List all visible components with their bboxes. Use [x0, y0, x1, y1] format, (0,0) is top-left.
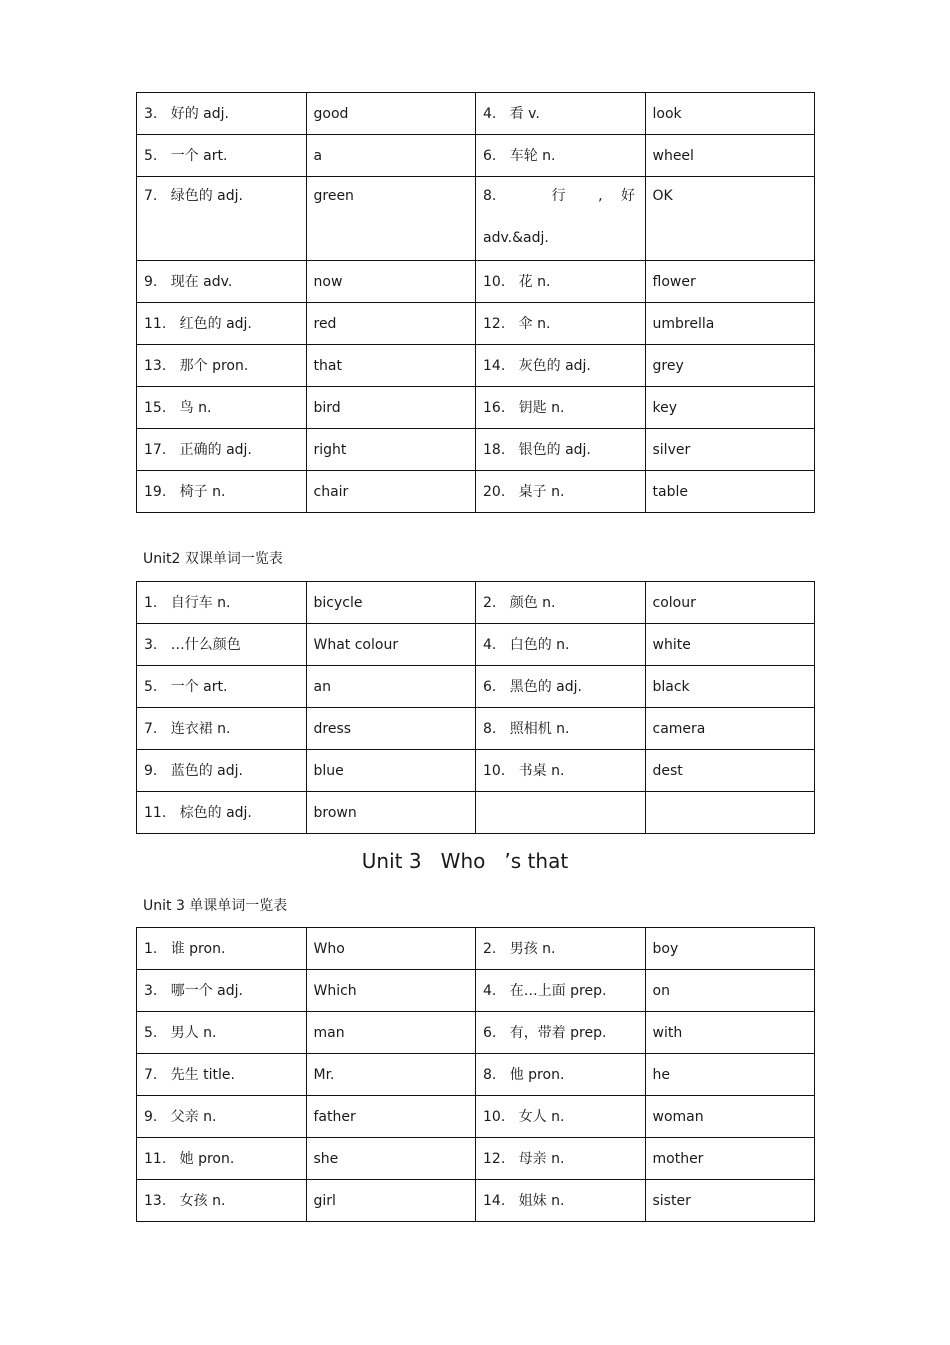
chinese-term: 银色的 adj. — [518, 441, 591, 458]
chinese-term-cell — [476, 177, 646, 261]
english-word-cell: man — [306, 1012, 476, 1054]
chinese-term: 正确的 adj. — [179, 441, 252, 458]
chinese-term-cell — [137, 970, 307, 1012]
item-number: 13. — [144, 1192, 167, 1209]
english-word-cell: umbrella — [645, 303, 815, 345]
english-word-cell: now — [306, 261, 476, 303]
chinese-term-cell — [137, 177, 307, 261]
english-word-cell: bird — [306, 387, 476, 429]
chinese-term: 母亲 n. — [518, 1150, 565, 1167]
english-word-cell: good — [306, 93, 476, 135]
table-row — [137, 582, 815, 624]
chinese-term-cell — [137, 1180, 307, 1222]
english-word-cell: an — [306, 666, 476, 708]
english-word-cell: he — [645, 1054, 815, 1096]
chinese-term: 颜色 n. — [509, 594, 556, 611]
english-word-cell: blue — [306, 750, 476, 792]
item-number: 11. — [144, 804, 167, 821]
table-row — [137, 429, 815, 471]
english-word-cell: white — [645, 624, 815, 666]
english-word-cell: wheel — [645, 135, 815, 177]
chinese-term: 自行车 n. — [170, 594, 231, 611]
english-word-cell: camera — [645, 708, 815, 750]
english-word-cell: father — [306, 1096, 476, 1138]
chinese-term-cell — [137, 928, 307, 970]
chinese-term-cell — [137, 792, 307, 834]
chinese-term-cell — [476, 303, 646, 345]
unit1-table-body — [137, 93, 815, 513]
chinese-term: 现在 adv. — [170, 273, 233, 290]
item-number: 2. — [483, 940, 497, 957]
chinese-term-cell — [137, 750, 307, 792]
item-number: 10. — [483, 1108, 506, 1125]
table-row — [137, 708, 815, 750]
chinese-term-cell — [137, 666, 307, 708]
chinese-term-cell — [476, 387, 646, 429]
chinese-term-cell — [137, 1138, 307, 1180]
english-word-cell: grey — [645, 345, 815, 387]
chinese-term: 椅子 n. — [179, 483, 226, 500]
chinese-term: 花 n. — [518, 273, 551, 290]
chinese-term-cell — [137, 1054, 307, 1096]
table-row — [137, 624, 815, 666]
item-number: 11. — [144, 315, 167, 332]
chinese-term: 有，带着 prep. — [509, 1024, 607, 1041]
english-word-cell: colour — [645, 582, 815, 624]
chinese-term-cell — [476, 135, 646, 177]
chinese-term: 伞 n. — [518, 315, 551, 332]
unit3-section-label: Unit 3 单课单词一览表 — [143, 898, 288, 914]
chinese-term: 她 pron. — [179, 1150, 235, 1167]
chinese-term-cell — [476, 624, 646, 666]
unit1-vocab-table — [136, 92, 815, 513]
english-word-cell: with — [645, 1012, 815, 1054]
chinese-term: 桌子 n. — [518, 483, 565, 500]
chinese-term-cell — [476, 1012, 646, 1054]
item-number: 4. — [483, 105, 497, 122]
item-number: 16. — [483, 399, 506, 416]
chinese-term-cell — [137, 429, 307, 471]
chinese-term-cell — [137, 582, 307, 624]
chinese-term-cell — [476, 261, 646, 303]
chinese-term: 绿色的 adj. — [170, 188, 243, 204]
item-number: 5. — [144, 678, 158, 695]
item-number: 6. — [483, 678, 497, 695]
english-word-cell: flower — [645, 261, 815, 303]
chinese-term-cell — [476, 345, 646, 387]
chinese-term-cell — [137, 303, 307, 345]
chinese-term-cell — [476, 1180, 646, 1222]
chinese-term: …什么颜色 — [170, 636, 241, 653]
chinese-term-cell — [476, 708, 646, 750]
chinese-term-cell — [476, 1096, 646, 1138]
chinese-term-cell — [137, 345, 307, 387]
item-number: 6. — [483, 1024, 497, 1041]
english-word-cell: Mr. — [306, 1054, 476, 1096]
chinese-term-cell — [476, 471, 646, 513]
item-number: 11. — [144, 1150, 167, 1167]
table-row — [137, 792, 815, 834]
chinese-term: 棕色的 adj. — [179, 804, 252, 821]
chinese-term: 他 pron. — [509, 1066, 565, 1083]
item-number: 2. — [483, 594, 497, 611]
chinese-term: 一个 art. — [170, 678, 228, 695]
item-number: 19. — [144, 483, 167, 500]
chinese-term: 照相机 n. — [509, 720, 570, 737]
chinese-term: 姐妹 n. — [518, 1192, 565, 1209]
english-word-cell: sister — [645, 1180, 815, 1222]
item-number: 15. — [144, 399, 167, 416]
chinese-term: 看 v. — [509, 105, 540, 122]
table-row — [137, 928, 815, 970]
chinese-term: 女孩 n. — [179, 1192, 226, 1209]
table-row — [137, 750, 815, 792]
item-number: 1. — [144, 940, 158, 957]
chinese-term-cell — [476, 928, 646, 970]
table-row — [137, 1180, 815, 1222]
english-word-cell: black — [645, 666, 815, 708]
chinese-term-cell — [476, 1054, 646, 1096]
english-word-cell: right — [306, 429, 476, 471]
item-number: 7. — [144, 188, 158, 204]
item-number: 13. — [144, 357, 167, 374]
table-row — [137, 1012, 815, 1054]
chinese-term-cell — [137, 261, 307, 303]
chinese-term-cell — [476, 582, 646, 624]
english-word-cell: key — [645, 387, 815, 429]
chinese-term: 白色的 n. — [509, 636, 570, 653]
chinese-term: 在…上面 prep. — [509, 982, 607, 999]
item-number: 7. — [144, 720, 158, 737]
english-word-cell: brown — [306, 792, 476, 834]
chinese-term: 连衣裙 n. — [170, 720, 231, 737]
english-word-cell: table — [645, 471, 815, 513]
chinese-term-cell — [476, 970, 646, 1012]
item-number: 12. — [483, 315, 506, 332]
chinese-term: 灰色的 adj. — [518, 357, 591, 374]
chinese-term: 先生 title. — [170, 1066, 235, 1083]
chinese-term-cell — [137, 1096, 307, 1138]
chinese-term-cell — [476, 750, 646, 792]
item-number: 6. — [483, 147, 497, 164]
chinese-term: 谁 pron. — [170, 940, 226, 957]
table-row — [137, 135, 815, 177]
item-number: 14. — [483, 1192, 506, 1209]
item-number: 5. — [144, 1024, 158, 1041]
item-number: 5. — [144, 147, 158, 164]
item-number: 10. — [483, 762, 506, 779]
item-number: 18. — [483, 441, 506, 458]
english-word-cell: boy — [645, 928, 815, 970]
item-number: 8. — [483, 1066, 497, 1083]
chinese-term: 书桌 n. — [518, 762, 565, 779]
chinese-term: 黑色的 adj. — [509, 678, 582, 695]
item-number: 17. — [144, 441, 167, 458]
item-number: 3. — [144, 105, 158, 122]
item-number: 9. — [144, 273, 158, 290]
chinese-term: 一个 art. — [170, 147, 228, 164]
chinese-term-cell — [137, 387, 307, 429]
chinese-term-cell — [137, 93, 307, 135]
chinese-term: 车轮 n. — [509, 147, 556, 164]
item-number: 20. — [483, 483, 506, 500]
item-number: 8. — [483, 720, 497, 737]
item-number: 3. — [144, 982, 158, 999]
chinese-term-cell — [476, 792, 646, 834]
english-word-cell: dest — [645, 750, 815, 792]
chinese-term-cell — [476, 429, 646, 471]
item-number: 8. — [483, 188, 497, 204]
english-word-cell: she — [306, 1138, 476, 1180]
table-row — [137, 93, 815, 135]
chinese-term-cell — [137, 708, 307, 750]
table-row — [137, 970, 815, 1012]
item-number: 9. — [144, 762, 158, 779]
unit2-section-label: Unit2 双课单词一览表 — [143, 551, 283, 567]
english-word-cell: green — [306, 177, 476, 261]
english-word-cell: What colour — [306, 624, 476, 666]
english-word-cell: chair — [306, 471, 476, 513]
english-word-cell: girl — [306, 1180, 476, 1222]
chinese-term: 男人 n. — [170, 1024, 217, 1041]
english-word-cell: red — [306, 303, 476, 345]
unit2-table-body — [137, 582, 815, 834]
unit3-vocab-table — [136, 927, 815, 1222]
chinese-term: 父亲 n. — [170, 1108, 217, 1125]
chinese-term-cell — [476, 93, 646, 135]
english-word-cell: a — [306, 135, 476, 177]
item-number: 1. — [144, 594, 158, 611]
chinese-term-cell — [476, 666, 646, 708]
english-word-cell: bicycle — [306, 582, 476, 624]
english-word-cell: woman — [645, 1096, 815, 1138]
chinese-term-cell — [137, 1012, 307, 1054]
english-word-cell: on — [645, 970, 815, 1012]
unit3-table-body — [137, 928, 815, 1222]
table-row — [137, 471, 815, 513]
chinese-term-cell — [476, 1138, 646, 1180]
item-number: 3. — [144, 636, 158, 653]
chinese-term: 行 , 好 — [551, 188, 635, 204]
table-row — [137, 666, 815, 708]
english-word-cell — [645, 792, 815, 834]
table-row — [137, 1096, 815, 1138]
english-word-cell: OK — [645, 177, 815, 261]
table-row — [137, 177, 815, 261]
table-row — [137, 1054, 815, 1096]
chinese-term-cell — [137, 135, 307, 177]
table-row — [137, 261, 815, 303]
chinese-term: 好的 adj. — [170, 105, 229, 122]
english-word-cell: Who — [306, 928, 476, 970]
chinese-term: 哪一个 adj. — [170, 982, 243, 999]
item-number: 9. — [144, 1108, 158, 1125]
chinese-term: 鸟 n. — [179, 399, 212, 416]
item-number: 4. — [483, 982, 497, 999]
english-word-cell: look — [645, 93, 815, 135]
chinese-term: 钥匙 n. — [518, 399, 565, 416]
table-row — [137, 345, 815, 387]
chinese-term: 红色的 adj. — [179, 315, 252, 332]
english-word-cell: Which — [306, 970, 476, 1012]
unit2-vocab-table — [136, 581, 815, 834]
chinese-term-cell — [137, 624, 307, 666]
table-row — [137, 387, 815, 429]
table-row — [137, 303, 815, 345]
unit3-title: Unit 3 Who ’s that — [361, 849, 569, 873]
english-word-cell: silver — [645, 429, 815, 471]
english-word-cell: that — [306, 345, 476, 387]
item-number: 12. — [483, 1150, 506, 1167]
item-number: 4. — [483, 636, 497, 653]
chinese-term: 女人 n. — [518, 1108, 565, 1125]
chinese-term: 那个 pron. — [179, 357, 249, 374]
chinese-term: 男孩 n. — [509, 940, 556, 957]
english-word-cell: mother — [645, 1138, 815, 1180]
item-number: 7. — [144, 1066, 158, 1083]
chinese-term-cell — [137, 471, 307, 513]
item-number: 10. — [483, 273, 506, 290]
chinese-term-line2: adv.&adj. — [483, 230, 549, 246]
item-number: 14. — [483, 357, 506, 374]
table-row — [137, 1138, 815, 1180]
english-word-cell: dress — [306, 708, 476, 750]
chinese-term: 蓝色的 adj. — [170, 762, 243, 779]
